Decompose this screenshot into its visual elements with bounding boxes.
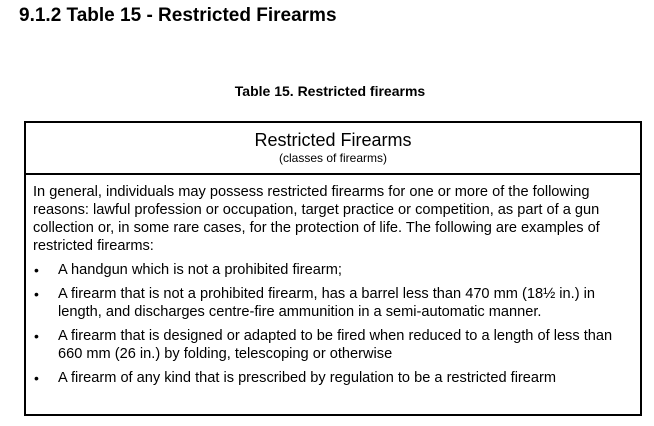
table-header bbox=[26, 123, 640, 175]
restricted-firearms-table bbox=[24, 121, 642, 416]
list-item bbox=[33, 285, 634, 321]
intro-paragraph: In general, individuals may possess restricted firearms for one or more of the following reasons: lawful profession or occupation, target practice or competition, as part of a gun collection or, in some rare cases, for the protection of life. The following are examples of restricted firearms: bbox=[33, 184, 600, 254]
list-item bbox=[33, 327, 634, 363]
bullet-icon: • bbox=[34, 328, 39, 344]
table-caption: Table 15. Restricted firearms bbox=[234, 83, 426, 99]
list-item bbox=[33, 369, 634, 387]
bullet-icon: • bbox=[34, 262, 39, 278]
table-title: Restricted Firearms bbox=[254, 130, 412, 150]
list-item bbox=[33, 261, 634, 279]
table-body bbox=[26, 175, 640, 387]
list-item-text: A firearm that is not a prohibited firearm, has a barrel less than 470 mm (18½ in.) in length, and discharges centre-fire ammunition in a semi-automatic manner. bbox=[58, 286, 595, 320]
list-item-text: A handgun which is not a prohibited firearm; bbox=[58, 262, 342, 278]
list-item-text: A firearm of any kind that is prescribed by regulation to be a restricted firearm bbox=[58, 370, 557, 386]
bullet-icon: • bbox=[34, 370, 39, 386]
list-item-text: A firearm that is designed or adapted to be fired when reduced to a length of less than 660 mm (26 in.) by folding, telescoping or otherwise bbox=[58, 328, 613, 362]
table-subtitle: (classes of firearms) bbox=[278, 151, 388, 165]
bullet-icon: • bbox=[34, 286, 39, 302]
section-heading: 9.1.2 Table 15 - Restricted Firearms bbox=[19, 5, 337, 26]
firearm-list bbox=[33, 261, 634, 387]
